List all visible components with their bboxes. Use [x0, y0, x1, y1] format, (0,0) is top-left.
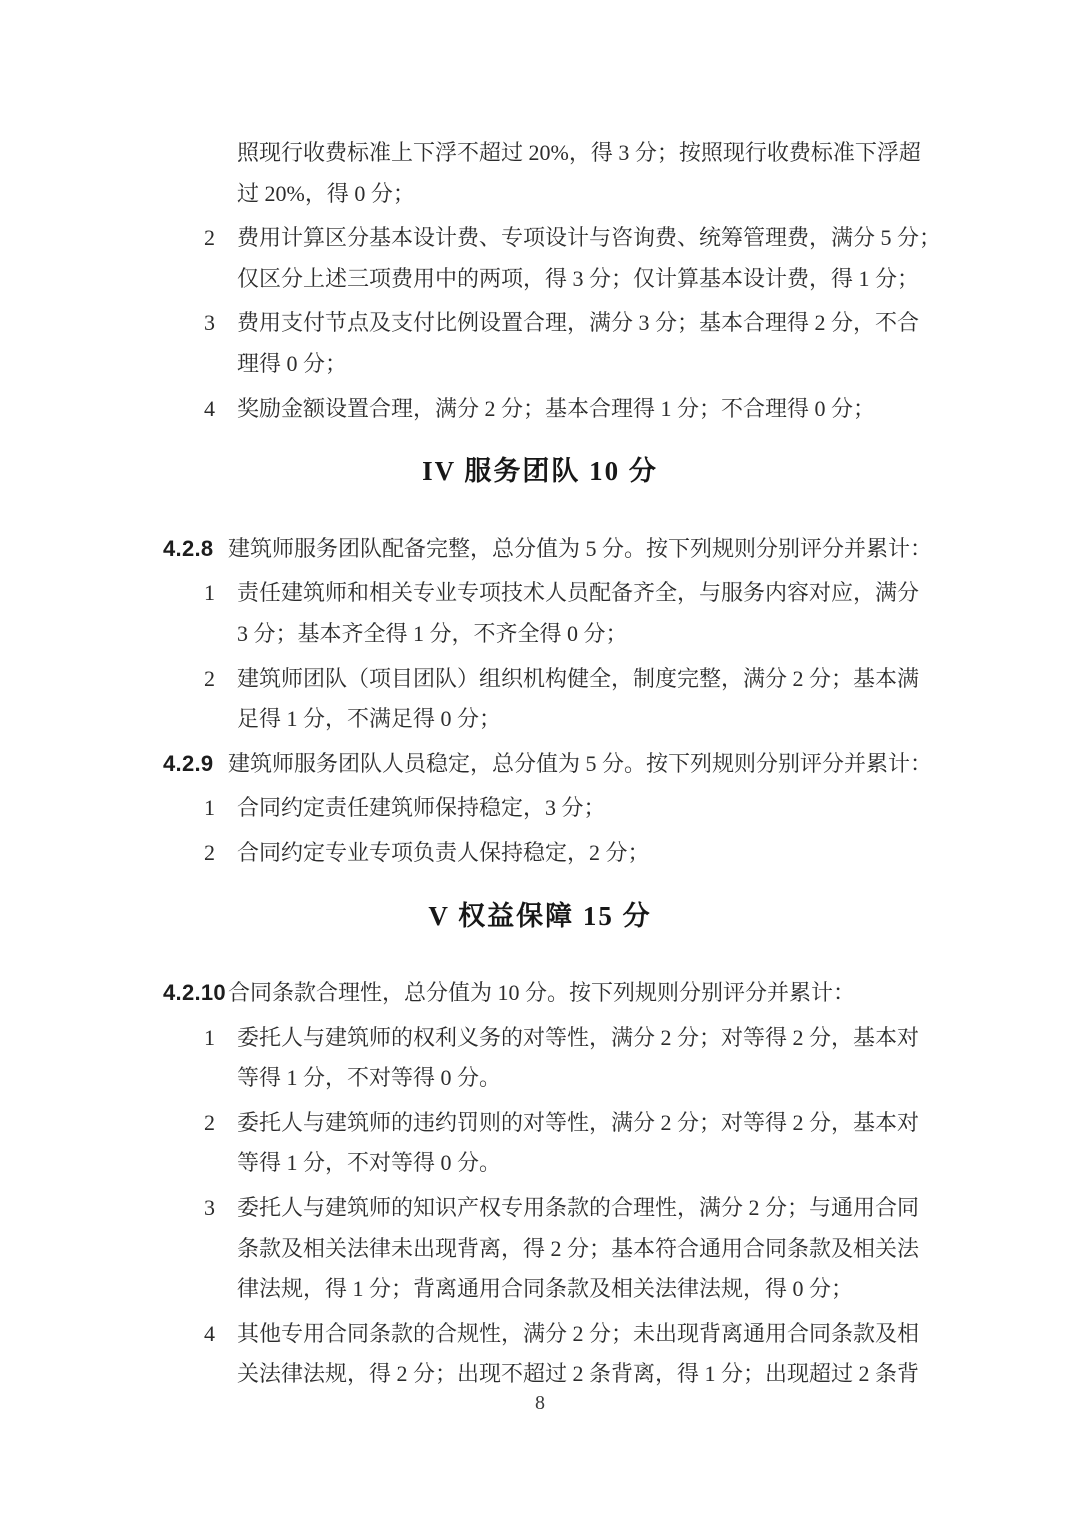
clause-number: 4.2.9 [163, 750, 214, 776]
text-line: 照现行收费标准上下浮不超过 20%，得 3 分；按照现行收费标准下浮超 [237, 140, 921, 165]
text-line: 关法律法规，得 2 分；出现不超过 2 条背离，得 1 分；出现超过 2 条背 [237, 1361, 920, 1387]
text-line: 费用支付节点及支付比例设置合理，满分 3 分；基本合理得 2 分，不合 [237, 310, 920, 336]
text-line: 3 分；基本齐全得 1 分，不齐全得 0 分； [237, 620, 628, 646]
list-item [204, 303, 920, 384]
section-heading: V 权益保障 15 分 [428, 900, 652, 931]
text-line: 建筑师服务团队人员稳定，总分值为 5 分。按下列规则分别评分并累计： [228, 750, 933, 776]
list-item [204, 573, 920, 654]
text-line: 奖励金额设置合理，满分 2 分；基本合理得 1 分；不合理得 0 分； [237, 395, 876, 421]
text-line: 律法规，得 1 分；背离通用合同条款及相关法律法规，得 0 分； [237, 1276, 854, 1302]
text-line: 等得 1 分，不对等得 0 分。 [237, 1150, 502, 1176]
text-line: 合同约定责任建筑师保持稳定，3 分； [237, 795, 606, 821]
continued-paragraph [237, 133, 921, 214]
text-line: 责任建筑师和相关专业专项技术人员配备齐全，与服务内容对应，满分 [237, 580, 920, 606]
text-line: 仅区分上述三项费用中的两项，得 3 分；仅计算基本设计费，得 1 分； [237, 265, 920, 291]
section-heading: IV 服务团队 10 分 [422, 456, 658, 487]
text-line: 理得 0 分； [237, 350, 348, 376]
clause [163, 744, 933, 785]
text-line: 建筑师团队（项目团队）组织机构健全，制度完整，满分 2 分；基本满 [237, 665, 920, 691]
item-number: 1 [204, 795, 215, 821]
list-item [204, 833, 918, 874]
list-item [204, 218, 942, 299]
item-number: 2 [204, 1109, 215, 1135]
item-number: 4 [204, 1320, 215, 1346]
text-line: 合同约定专业专项负责人保持稳定，2 分； [237, 839, 650, 865]
item-number: 2 [204, 665, 215, 691]
page-number: 8 [535, 1392, 545, 1414]
text-line: 过 20%，得 0 分； [237, 180, 415, 206]
list-item [204, 389, 918, 430]
text-line: 费用计算区分基本设计费、专项设计与咨询费、统筹管理费，满分 5 分； [237, 225, 942, 251]
text-line: 足得 1 分，不满足得 0 分； [237, 706, 502, 732]
text-line: 委托人与建筑师的权利义务的对等性，满分 2 分；对等得 2 分，基本对 [237, 1024, 920, 1050]
text-line: 条款及相关法律未出现背离，得 2 分；基本符合通用合同条款及相关法 [237, 1235, 920, 1261]
clause [163, 973, 918, 1014]
item-number: 3 [204, 310, 215, 336]
item-number: 4 [204, 395, 215, 421]
item-number: 2 [204, 225, 215, 251]
list-item [204, 1188, 920, 1310]
clause-number: 4.2.8 [163, 535, 214, 561]
list-item [204, 1018, 920, 1099]
list-item [204, 788, 918, 829]
list-item [204, 1314, 920, 1395]
document-content [0, 133, 1080, 1399]
text-line: 其他专用合同条款的合规性，满分 2 分；未出现背离通用合同条款及相 [237, 1320, 920, 1346]
item-number: 1 [204, 1024, 215, 1050]
clause [163, 529, 933, 570]
item-number: 2 [204, 839, 215, 865]
text-line: 建筑师服务团队配备完整，总分值为 5 分。按下列规则分别评分并累计： [228, 535, 933, 561]
text-line: 合同条款合理性，总分值为 10 分。按下列规则分别评分并累计： [228, 980, 856, 1006]
list-item [204, 1103, 920, 1184]
item-number: 1 [204, 580, 215, 606]
item-number: 3 [204, 1195, 215, 1221]
clause-number: 4.2.10 [163, 980, 226, 1006]
text-line: 委托人与建筑师的知识产权专用条款的合理性，满分 2 分；与通用合同 [237, 1195, 920, 1221]
list-item [204, 659, 920, 740]
text-line: 等得 1 分，不对等得 0 分。 [237, 1065, 502, 1091]
text-line: 委托人与建筑师的违约罚则的对等性，满分 2 分；对等得 2 分，基本对 [237, 1109, 920, 1135]
